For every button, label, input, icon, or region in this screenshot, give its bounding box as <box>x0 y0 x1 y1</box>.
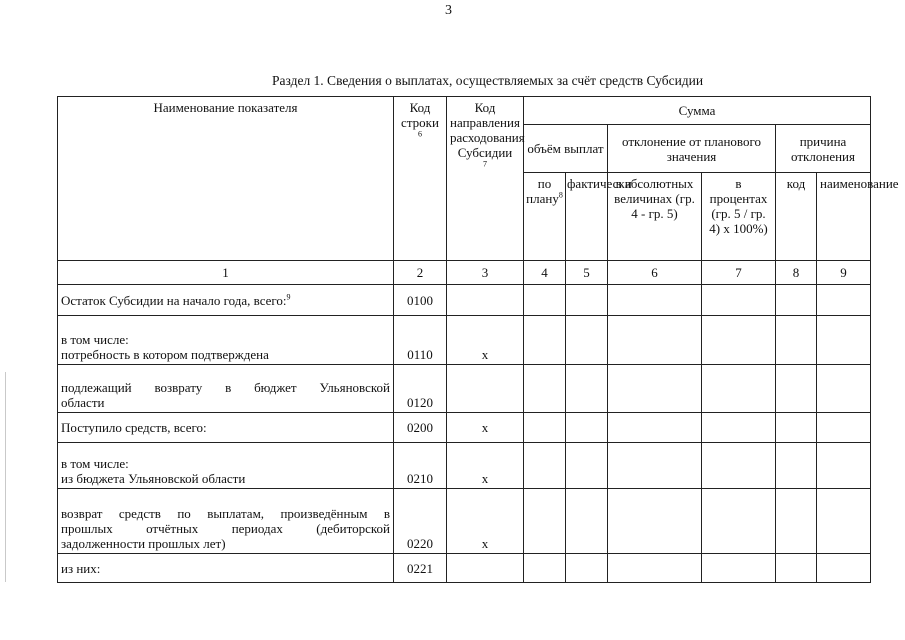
header-direction-code <box>447 97 524 261</box>
cell-absolute <box>608 316 702 365</box>
cell-plan <box>524 316 566 365</box>
column-number: 5 <box>566 261 608 285</box>
header-deviation: отклонение от планового значения <box>608 125 776 173</box>
row-direction: x <box>447 443 524 489</box>
row-label-line: возврат средств по выплатам, произведённым в <box>61 506 390 521</box>
header-line-code-label: Код строки <box>401 100 439 130</box>
header-sum: Сумма <box>524 97 871 125</box>
header-plan-note: 8 <box>558 190 563 200</box>
column-number: 8 <box>776 261 817 285</box>
header-line-code-note: 6 <box>418 129 422 139</box>
header-percent: в процентах (гр. 5 / гр. 4) х 100%) <box>702 173 776 261</box>
cell-actual <box>566 316 608 365</box>
cell-actual <box>566 365 608 413</box>
header-absolute: в абсолютных величинах (гр. 4 - гр. 5) <box>608 173 702 261</box>
row-label: из них: <box>58 554 394 583</box>
scan-margin-line <box>5 372 6 582</box>
cell-absolute <box>608 443 702 489</box>
cell-percent <box>702 316 776 365</box>
row-direction <box>447 285 524 316</box>
column-numbers-row <box>58 261 871 285</box>
cell-reason-code <box>776 443 817 489</box>
row-direction <box>447 365 524 413</box>
cell-absolute <box>608 365 702 413</box>
row-label-text: Остаток Субсидии на начало года, всего: <box>61 292 287 308</box>
cell-reason-name <box>817 413 871 443</box>
cell-actual <box>566 413 608 443</box>
header-reason-name: наименование <box>817 173 871 261</box>
column-number: 6 <box>608 261 702 285</box>
row-code: 0120 <box>394 365 447 413</box>
row-direction <box>447 554 524 583</box>
cell-absolute <box>608 413 702 443</box>
cell-plan <box>524 365 566 413</box>
header-reason-code: код <box>776 173 817 261</box>
table-row <box>58 443 871 489</box>
cell-reason-name <box>817 365 871 413</box>
cell-reason-code <box>776 316 817 365</box>
table-row <box>58 489 871 554</box>
cell-actual <box>566 489 608 554</box>
row-direction: x <box>447 413 524 443</box>
table-row <box>58 554 871 583</box>
column-number: 9 <box>817 261 871 285</box>
cell-percent <box>702 443 776 489</box>
column-number: 2 <box>394 261 447 285</box>
cell-percent <box>702 489 776 554</box>
row-label: Поступило средств, всего: <box>58 413 394 443</box>
row-code: 0221 <box>394 554 447 583</box>
cell-actual <box>566 285 608 316</box>
cell-percent <box>702 285 776 316</box>
cell-reason-name <box>817 316 871 365</box>
row-code: 0110 <box>394 316 447 365</box>
header-reason: причина отклонения <box>776 125 871 173</box>
header-plan-label: по плану <box>526 176 559 206</box>
cell-absolute <box>608 554 702 583</box>
cell-plan <box>524 443 566 489</box>
column-number: 7 <box>702 261 776 285</box>
table-row <box>58 413 871 443</box>
cell-reason-code <box>776 554 817 583</box>
cell-reason-code <box>776 489 817 554</box>
header-volume: объём выплат <box>524 125 608 173</box>
cell-percent <box>702 413 776 443</box>
row-label <box>58 365 394 413</box>
cell-absolute <box>608 489 702 554</box>
row-label-line: задолженности прошлых лет) <box>61 536 226 551</box>
cell-plan <box>524 554 566 583</box>
cell-reason-name <box>817 285 871 316</box>
section-title: Раздел 1. Сведения о выплатах, осуществляемых за счёт средств Субсидии <box>272 73 704 88</box>
cell-reason-code <box>776 365 817 413</box>
cell-reason-name <box>817 489 871 554</box>
table-row <box>58 285 871 316</box>
table-row <box>58 316 871 365</box>
payments-table <box>57 96 899 583</box>
cell-reason-name <box>817 443 871 489</box>
column-number: 4 <box>524 261 566 285</box>
row-direction: x <box>447 316 524 365</box>
row-code: 0100 <box>394 285 447 316</box>
row-code: 0220 <box>394 489 447 554</box>
cell-percent <box>702 365 776 413</box>
cell-actual <box>566 443 608 489</box>
cell-actual <box>566 554 608 583</box>
row-label-line: в том числе: <box>61 332 129 347</box>
page-number: 3 <box>445 3 452 18</box>
row-direction: x <box>447 489 524 554</box>
header-plan <box>524 173 566 261</box>
table-row <box>58 365 871 413</box>
cell-absolute <box>608 285 702 316</box>
row-label-line: прошлых отчётных периодах (дебиторской <box>61 521 390 536</box>
header-direction-code-note: 7 <box>483 159 487 169</box>
row-label-line: области <box>61 395 105 410</box>
header-actual: фактически <box>566 173 608 261</box>
row-label <box>58 443 394 489</box>
cell-plan <box>524 489 566 554</box>
row-label-line: из бюджета Ульяновской области <box>61 471 246 486</box>
cell-reason-name <box>817 554 871 583</box>
row-label-note: 9 <box>286 292 291 302</box>
column-number: 1 <box>58 261 394 285</box>
cell-percent <box>702 554 776 583</box>
row-label <box>58 489 394 554</box>
report-table-wrapper <box>57 96 899 583</box>
cell-plan <box>524 413 566 443</box>
header-direction-code-label: Код направления расходования Субсидии <box>450 100 525 160</box>
row-code: 0200 <box>394 413 447 443</box>
header-name: Наименование показателя <box>58 97 394 261</box>
row-label <box>58 316 394 365</box>
row-label-line: подлежащий возврату в бюджет Ульяновской <box>61 380 390 395</box>
header-line-code <box>394 97 447 261</box>
row-label-line: в том числе: <box>61 456 129 471</box>
cell-reason-code <box>776 285 817 316</box>
cell-plan <box>524 285 566 316</box>
cell-reason-code <box>776 413 817 443</box>
row-label-line: потребность в котором подтверждена <box>61 347 269 362</box>
column-number: 3 <box>447 261 524 285</box>
row-code: 0210 <box>394 443 447 489</box>
row-label <box>58 285 394 316</box>
